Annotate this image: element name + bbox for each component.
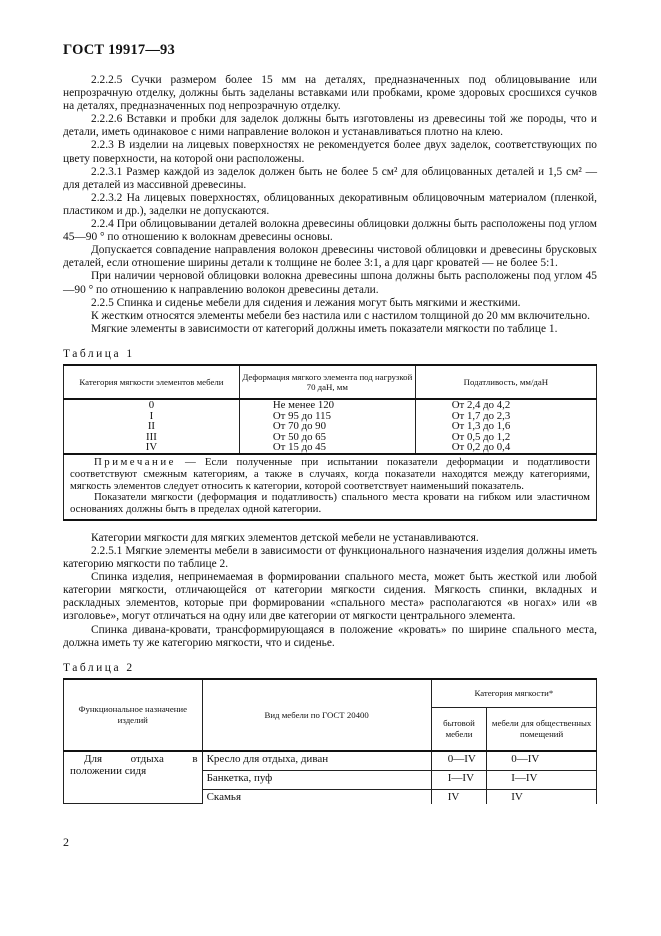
table1-cell: Не менее 120 bbox=[272, 398, 335, 411]
table1-note-row bbox=[64, 454, 597, 520]
table1-cell: От 0,2 до 0,4 bbox=[451, 441, 511, 454]
table2-header-home: бытовой мебели bbox=[431, 707, 486, 751]
table1-note-text2: Показатели мягкости (деформация и податливость) спального места кровати на гибком или эластичном основаниях должны быть в пределах одной категории. bbox=[70, 491, 590, 516]
paragraph: Спинка изделия, непринемаемая в формировании спального места, может быть жесткой или любой категории мягкости, отличающейся от категории мягкости сидения. Мягкость спинки, вкладных и раскладных элементов, которые при формировании «спального места» располагаются «в ногах» или «в изголовье», могут отличаться на одну или две категории от мягкости центрального элемента. bbox=[63, 571, 597, 623]
table1-col-category bbox=[64, 399, 240, 454]
table1-col-deformation bbox=[239, 399, 415, 454]
note-label: Примечание bbox=[94, 455, 176, 468]
table1-cell: От 1,7 до 2,3 bbox=[451, 409, 511, 422]
table2-type: Кресло для отдыха, диван bbox=[202, 751, 431, 771]
paragraph: 2.2.3.2 На лицевых поверхностях, облицованных декоративным облицовочным материалом (пленкой, пластиком и др.), заделки не допускаются. bbox=[63, 191, 597, 217]
table1-header-compliance: Податливость, мм/даН bbox=[415, 365, 596, 399]
page-number: 2 bbox=[63, 835, 69, 849]
table1-caption: Таблица 1 bbox=[63, 347, 135, 360]
table1-values-row bbox=[64, 399, 597, 454]
table1-col-compliance bbox=[415, 399, 596, 454]
table2-type: Банкетка, пуф bbox=[202, 770, 431, 789]
table1-cell: IV bbox=[145, 441, 158, 454]
table1-cell: От 1,3 до 1,6 bbox=[451, 420, 511, 433]
table1-header-deformation: Деформация мягкого элемента под нагрузкой 70 даН, мм bbox=[239, 365, 415, 399]
paragraph: 2.2.5.1 Мягкие элементы мебели в зависимости от функционального назначения изделия должны иметь категорию мягкости по таблице 2. bbox=[63, 545, 597, 571]
table1 bbox=[63, 364, 597, 521]
table1-header-row bbox=[64, 365, 597, 399]
table2-home: 0—IV bbox=[431, 751, 486, 771]
note-body: — Если полученные при испытании показатели деформации и податливости соответствуют смежным категориям, а также в случаях, когда показатели находятся между категориями, мягкость элементов следует относить к категории, которой соответствует наименьший показатель. bbox=[70, 455, 590, 492]
paragraph: 2.2.4 При облицовывании деталей волокна древесины облицовки должны быть расположены под углом 45—90 ° по отношению к волокнам древесины основы. bbox=[63, 218, 597, 244]
paragraph: Мягкие элементы в зависимости от категорий должны иметь показатели мягкости по таблице 1. bbox=[91, 322, 558, 335]
table2-caption: Таблица 2 bbox=[63, 661, 135, 674]
document-header: ГОСТ 19917—93 bbox=[63, 42, 175, 58]
paragraph: 2.2.2.5 Сучки размером более 15 мм на деталях, предназначенных под облицовывание или непрозрачную отделку, должны быть заделаны вставками или пробками, кроме здоровых сросшихся сучков на деталях, предназначенных под непрозрачную отделку. bbox=[63, 74, 597, 113]
table1-cell: I bbox=[149, 409, 154, 422]
table1-cell: От 50 до 65 bbox=[272, 430, 326, 443]
paragraph: 2.2.5 Спинка и сиденье мебели для сидения и лежания могут быть мягкими и жесткими. bbox=[91, 296, 521, 309]
table1-cell: От 15 до 45 bbox=[272, 441, 326, 454]
table1-cell: 0 bbox=[148, 398, 155, 411]
table2-public: 0—IV bbox=[487, 751, 597, 771]
table2-group: Для отдыха в положении сидя bbox=[64, 751, 203, 804]
paragraph: 2.2.3 В изделии на лицевых поверхностях не рекомендуется более двух заделок, соответствующих по цвету поверхности, на которой они расположены. bbox=[63, 139, 597, 165]
paragraph: 2.2.2.6 Вставки и пробки для заделок должны быть изготовлены из древесины той же породы, что и детали, иметь одинаковое с ними направление волокон и устанавливаться плотно на клею. bbox=[63, 113, 597, 139]
table2-header-public: мебели для общественных помещений bbox=[487, 707, 597, 751]
table1-note-text bbox=[70, 457, 590, 492]
table1-cell: II bbox=[147, 420, 156, 433]
table2-public: IV bbox=[487, 789, 597, 804]
table2-header-type: Вид мебели по ГОСТ 20400 bbox=[202, 679, 431, 751]
table2-home: I—IV bbox=[431, 770, 486, 789]
document-body bbox=[63, 74, 597, 804]
table1-cell: III bbox=[146, 430, 157, 443]
table2-home: IV bbox=[431, 789, 486, 804]
paragraph: Категории мягкости для мягких элементов детской мебели не устанавливаются. bbox=[91, 531, 479, 544]
table1-note bbox=[64, 454, 597, 520]
table2-header-category: Категория мягкости* bbox=[431, 679, 596, 708]
table1-cell: От 95 до 115 bbox=[272, 409, 331, 422]
paragraph: 2.2.3.1 Размер каждой из заделок должен быть не более 5 см² для облицованных деталей и 1,5 см² — для деталей из массивной древесины. bbox=[63, 165, 597, 191]
table-row bbox=[64, 751, 597, 771]
table1-cell: От 2,4 до 4,2 bbox=[451, 398, 511, 411]
table2-header-row bbox=[64, 679, 597, 708]
table1-cell: От 0,5 до 1,2 bbox=[451, 430, 511, 443]
table2-type: Скамья bbox=[202, 789, 431, 804]
paragraph: При наличии черновой облицовки волокна древесины шпона должны быть расположены под углом 45—90 ° по отношению к направлению волокон древесины детали. bbox=[63, 270, 597, 296]
table2-public: I—IV bbox=[487, 770, 597, 789]
paragraph: К жестким относятся элементы мебели без настила или с настилом толщиной до 20 мм включительно. bbox=[91, 309, 590, 322]
table2 bbox=[63, 678, 597, 805]
table1-cell: От 70 до 90 bbox=[272, 420, 326, 433]
paragraph: Допускается совпадение направления волокон древесины чистовой облицовки и древесины брусковых деталей, если отношение ширины детали к толщине не более 3:1, а для царг кроватей — не более 5:1. bbox=[63, 244, 597, 270]
table2-header-function: Функциональное назначение изделий bbox=[64, 679, 203, 751]
table1-header-category: Категория мягкости элементов мебели bbox=[64, 365, 240, 399]
paragraph: Спинка дивана-кровати, трансформирующаяся в положение «кровать» по ширине спального места, должна иметь ту же категорию мягкости, что и сиденье. bbox=[63, 623, 597, 649]
